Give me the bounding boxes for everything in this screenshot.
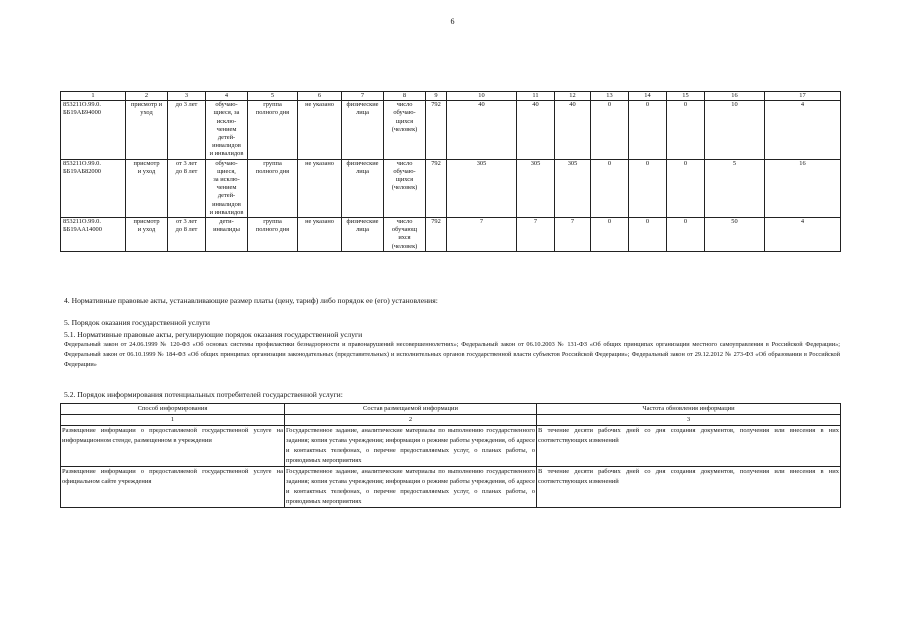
table-cell: 0 (667, 159, 705, 217)
table-cell: от 3 лет до 8 лет (168, 218, 206, 252)
table-cell: группа полного дня (248, 218, 298, 252)
info-row (61, 426, 841, 467)
laws-text: Федеральный закон от 24.06.1999 № 120-ФЗ «Об основах системы профилактики безнадзорности и правонарушений несовершеннолетних»; Федеральный закон от 06.10.2003 № 131-ФЗ «Об общих принципах организации местного самоуправления в Российской Федерации»; Федеральный закон от 06.10.1999 № 184-ФЗ «Об общих принципах организации законодательных (представительных) и исполнительных органов государственной власти субъектов Российской Федерации»; Федеральный закон от 29.12.2012 № 273-ФЗ «Об образовании в Российской Федерации» (64, 341, 840, 368)
table-cell: не указано (298, 159, 342, 217)
table-cell: 0 (591, 159, 629, 217)
table-row (61, 159, 841, 217)
info-number: 3 (537, 415, 841, 426)
column-number: 8 (384, 92, 426, 101)
table-cell: 0 (629, 101, 667, 159)
column-number: 3 (168, 92, 206, 101)
section-5-1-heading: 5.1. Нормативные правовые акты, регулирующие порядок оказания государственной услуги (64, 330, 363, 339)
column-number: 13 (591, 92, 629, 101)
table-cell: группа полного дня (248, 101, 298, 159)
column-number: 7 (342, 92, 384, 101)
info-header-content: Состав размещаемой информации (285, 404, 537, 415)
table-cell: группа полного дня (248, 159, 298, 217)
table-cell: обучаю- щиеся, за исклю- чением детей- инвалидов и инвалидов (206, 159, 248, 217)
info-number: 2 (285, 415, 537, 426)
table-cell: 7 (555, 218, 591, 252)
table-cell: 0 (667, 101, 705, 159)
info-content: Государственное задание, аналитические материалы по выполнению государственного задания; копия устава учреждения; информация о режиме работы учреждения, об адресе и контактных телефонах, о перечне предоставляемых услуг, о планах работы, о проводимых мероприятиях (285, 426, 537, 467)
service-volume-table (60, 91, 841, 252)
column-number: 4 (206, 92, 248, 101)
column-number: 2 (126, 92, 168, 101)
column-number: 15 (667, 92, 705, 101)
column-number: 10 (447, 92, 517, 101)
column-number: 16 (705, 92, 765, 101)
table-cell: 4 (765, 101, 841, 159)
table-cell: присмотр и уход (126, 218, 168, 252)
page-number: 6 (450, 17, 455, 26)
table-cell: присмотр и уход (126, 101, 168, 159)
table-cell: до 3 лет (168, 101, 206, 159)
table-cell: присмотр и уход (126, 159, 168, 217)
column-number: 6 (298, 92, 342, 101)
table-cell: 40 (517, 101, 555, 159)
table-cell: 10 (705, 101, 765, 159)
info-frequency: В течение десяти рабочих дней со дня создания документов, получения или внесения в них соответствующих изменений (537, 426, 841, 467)
table-cell: 792 (426, 218, 447, 252)
column-number: 11 (517, 92, 555, 101)
table-cell: 305 (517, 159, 555, 217)
table-cell: 5 (705, 159, 765, 217)
column-number: 12 (555, 92, 591, 101)
table-cell: физические лица (342, 218, 384, 252)
info-number-row (61, 415, 841, 426)
table-cell: дети- инвалиды (206, 218, 248, 252)
info-header-method: Способ информирования (61, 404, 285, 415)
info-row (61, 467, 841, 508)
column-number: 5 (248, 92, 298, 101)
table-cell: 50 (705, 218, 765, 252)
table-cell: не указано (298, 101, 342, 159)
info-header-row (61, 404, 841, 415)
table-cell: 40 (555, 101, 591, 159)
column-number: 1 (61, 92, 126, 101)
table-cell: 305 (447, 159, 517, 217)
table-cell: 7 (447, 218, 517, 252)
table-cell: не указано (298, 218, 342, 252)
table-cell: от 3 лет до 8 лет (168, 159, 206, 217)
table-cell: обучаю- щиеся, за исклю- чением детей- инвалидов и инвалидов (206, 101, 248, 159)
table-cell: физические лица (342, 101, 384, 159)
table-cell: 853211О.99.0. ББ19АБ82000 (61, 159, 126, 217)
info-header-frequency: Частота обновления информации (537, 404, 841, 415)
section-5-2-heading: 5.2. Порядок информирования потенциальных потребителей государственной услуги: (64, 390, 343, 399)
table-cell: число обучающ ихся (человек) (384, 218, 426, 252)
table-cell: физические лица (342, 159, 384, 217)
table-cell: 792 (426, 159, 447, 217)
table-cell: 0 (629, 159, 667, 217)
informing-table (60, 403, 841, 508)
info-number: 1 (61, 415, 285, 426)
table-cell: 853211О.99.0. ББ19АА14000 (61, 218, 126, 252)
section-4-text: 4. Нормативные правовые акты, устанавливающие размер платы (цену, тариф) либо порядок ее (его) установления: (64, 296, 438, 305)
table-cell: 0 (667, 218, 705, 252)
table-cell: 7 (517, 218, 555, 252)
table-cell: 0 (591, 218, 629, 252)
info-method: Размещение информации о предоставляемой государственной услуге на информационном стенде, размещенном в учреждении (61, 426, 285, 467)
section-5-heading: 5. Порядок оказания государственной услуги (64, 318, 210, 327)
info-frequency: В течение десяти рабочих дней со дня создания документов, получения или внесения в них соответствующих изменений (537, 467, 841, 508)
table-header-row (61, 92, 841, 101)
table-cell: число обучаю- щихся (человек) (384, 159, 426, 217)
column-number: 17 (765, 92, 841, 101)
info-method: Размещение информации о предоставляемой государственной услуге на официальном сайте учреждения (61, 467, 285, 508)
table-cell: 853211О.99.0. ББ19АБ94000 (61, 101, 126, 159)
column-number: 14 (629, 92, 667, 101)
table-cell: 4 (765, 218, 841, 252)
table-cell: 40 (447, 101, 517, 159)
table-cell: число обучаю- щихся (человек) (384, 101, 426, 159)
column-number: 9 (426, 92, 447, 101)
table-row (61, 101, 841, 159)
info-content: Государственное задание, аналитические материалы по выполнению государственного задания; копия устава учреждения; информация о режиме работы учреждения, об адресе и контактных телефонах, о перечне предоставляемых услуг, о планах работы, о проводимых мероприятиях (285, 467, 537, 508)
table-cell: 305 (555, 159, 591, 217)
table-cell: 792 (426, 101, 447, 159)
table-cell: 0 (629, 218, 667, 252)
table-cell: 0 (591, 101, 629, 159)
table-cell: 16 (765, 159, 841, 217)
table-row (61, 218, 841, 252)
